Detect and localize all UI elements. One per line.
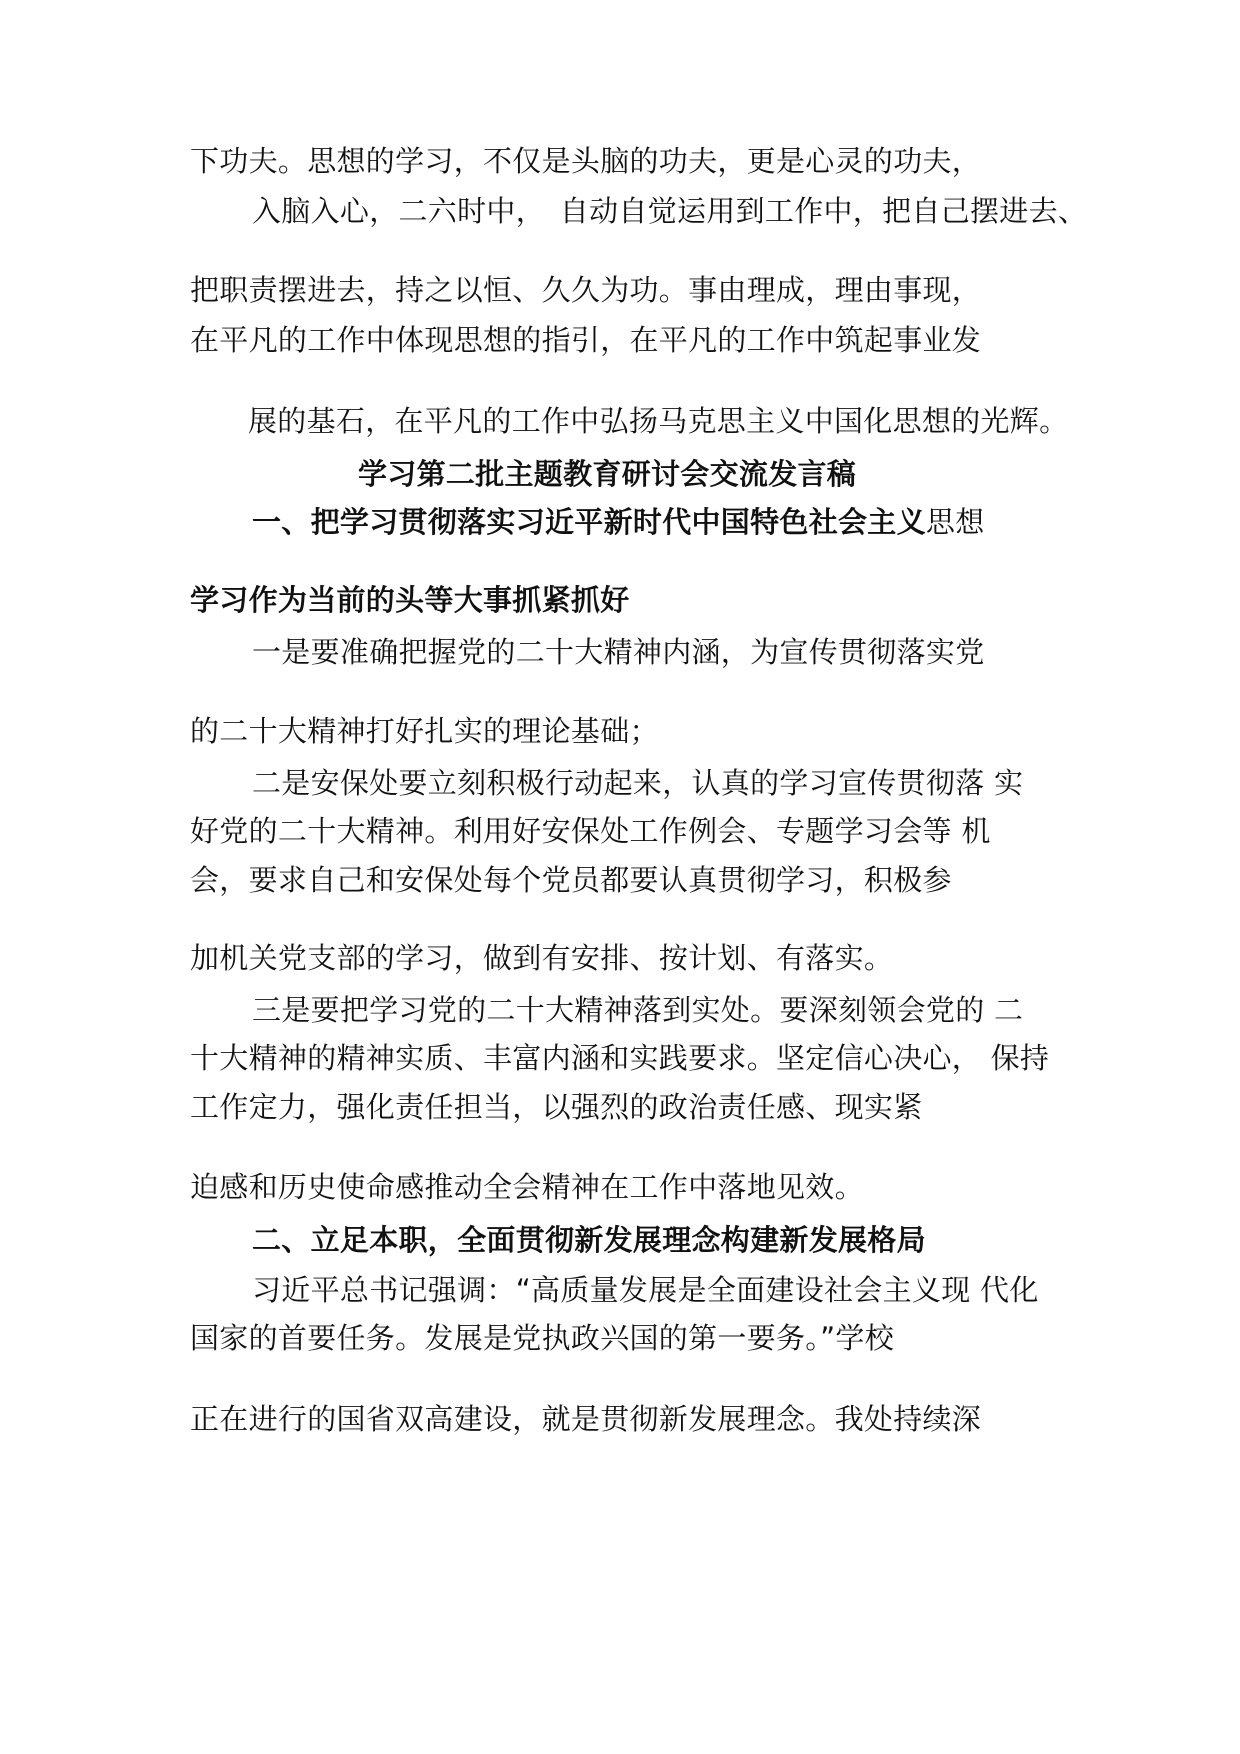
text-line: 在平凡的工作中体现思想的指引，在平凡的工作中筑起事业发 <box>190 323 982 357</box>
text-line: 国家的首要任务。发展是党执政兴国的第一要务。”学校 <box>190 1321 895 1355</box>
text-line: 会，要求自己和安保处每个党员都要认真贯彻学习，积极参 <box>190 863 952 897</box>
text-line: 十大精神的精神实质、丰富内涵和实践要求。坚定信心决心， 保持 <box>190 1041 1050 1075</box>
text-line: 下功夫。思想的学习，不仅是头脑的功夫，更是心灵的功夫， <box>190 144 982 178</box>
text-line: 迫感和历史使命感推动全会精神在工作中落地见效。 <box>190 1170 864 1204</box>
text-line: 三是要把学习党的二十大精神落到实处。要深刻领会党的 二 <box>252 993 1024 1027</box>
text-line: 展的基石，在平凡的工作中弘扬马克思主义中国化思想的光辉。 <box>248 404 1069 438</box>
text-line: 正在进行的国省双高建设，就是贯彻新发展理念。我处持续深 <box>190 1402 982 1436</box>
text-line: 好党的二十大精神。利用好安保处工作例会、专题学习会等 机 <box>190 814 991 848</box>
document-title: 学习第二批主题教育研讨会交流发言稿 <box>358 457 857 491</box>
text-line: 习近平总书记强调：“高质量发展是全面建设社会主义现 代化 <box>252 1273 1039 1307</box>
text-line: 的二十大精神打好扎实的理论基础； <box>190 714 659 748</box>
section-heading-1-text: 一、把学习贯彻落实习近平新时代中国特色社会主义 <box>252 505 926 539</box>
text-line: 加机关党支部的学习，做到有安排、按计划、有落实。 <box>190 941 894 975</box>
section-heading-2: 二、立足本职，全面贯彻新发展理念构建新发展格局 <box>252 1223 926 1257</box>
text-line: 一是要准确把握党的二十大精神内涵，为宣传贯彻落实党 <box>252 635 985 669</box>
text-line: 入脑入心，二六时中， 自动自觉运用到工作中，把自己摆进去、 <box>252 194 1088 228</box>
text-line: 二是安保处要立刻积极行动起来，认真的学习宣传贯彻落 实 <box>252 766 1024 800</box>
text-line: 把职责摆进去，持之以恒、久久为功。事由理成，理由事现， <box>190 273 982 307</box>
section-heading-1 <box>252 504 985 540</box>
section-heading-1-cont: 学习作为当前的头等大事抓紧抓好 <box>190 583 630 617</box>
section-heading-1-tail: 思想 <box>925 505 985 539</box>
text-line: 工作定力，强化责任担当，以强烈的政治责任感、现实紧 <box>190 1090 923 1124</box>
